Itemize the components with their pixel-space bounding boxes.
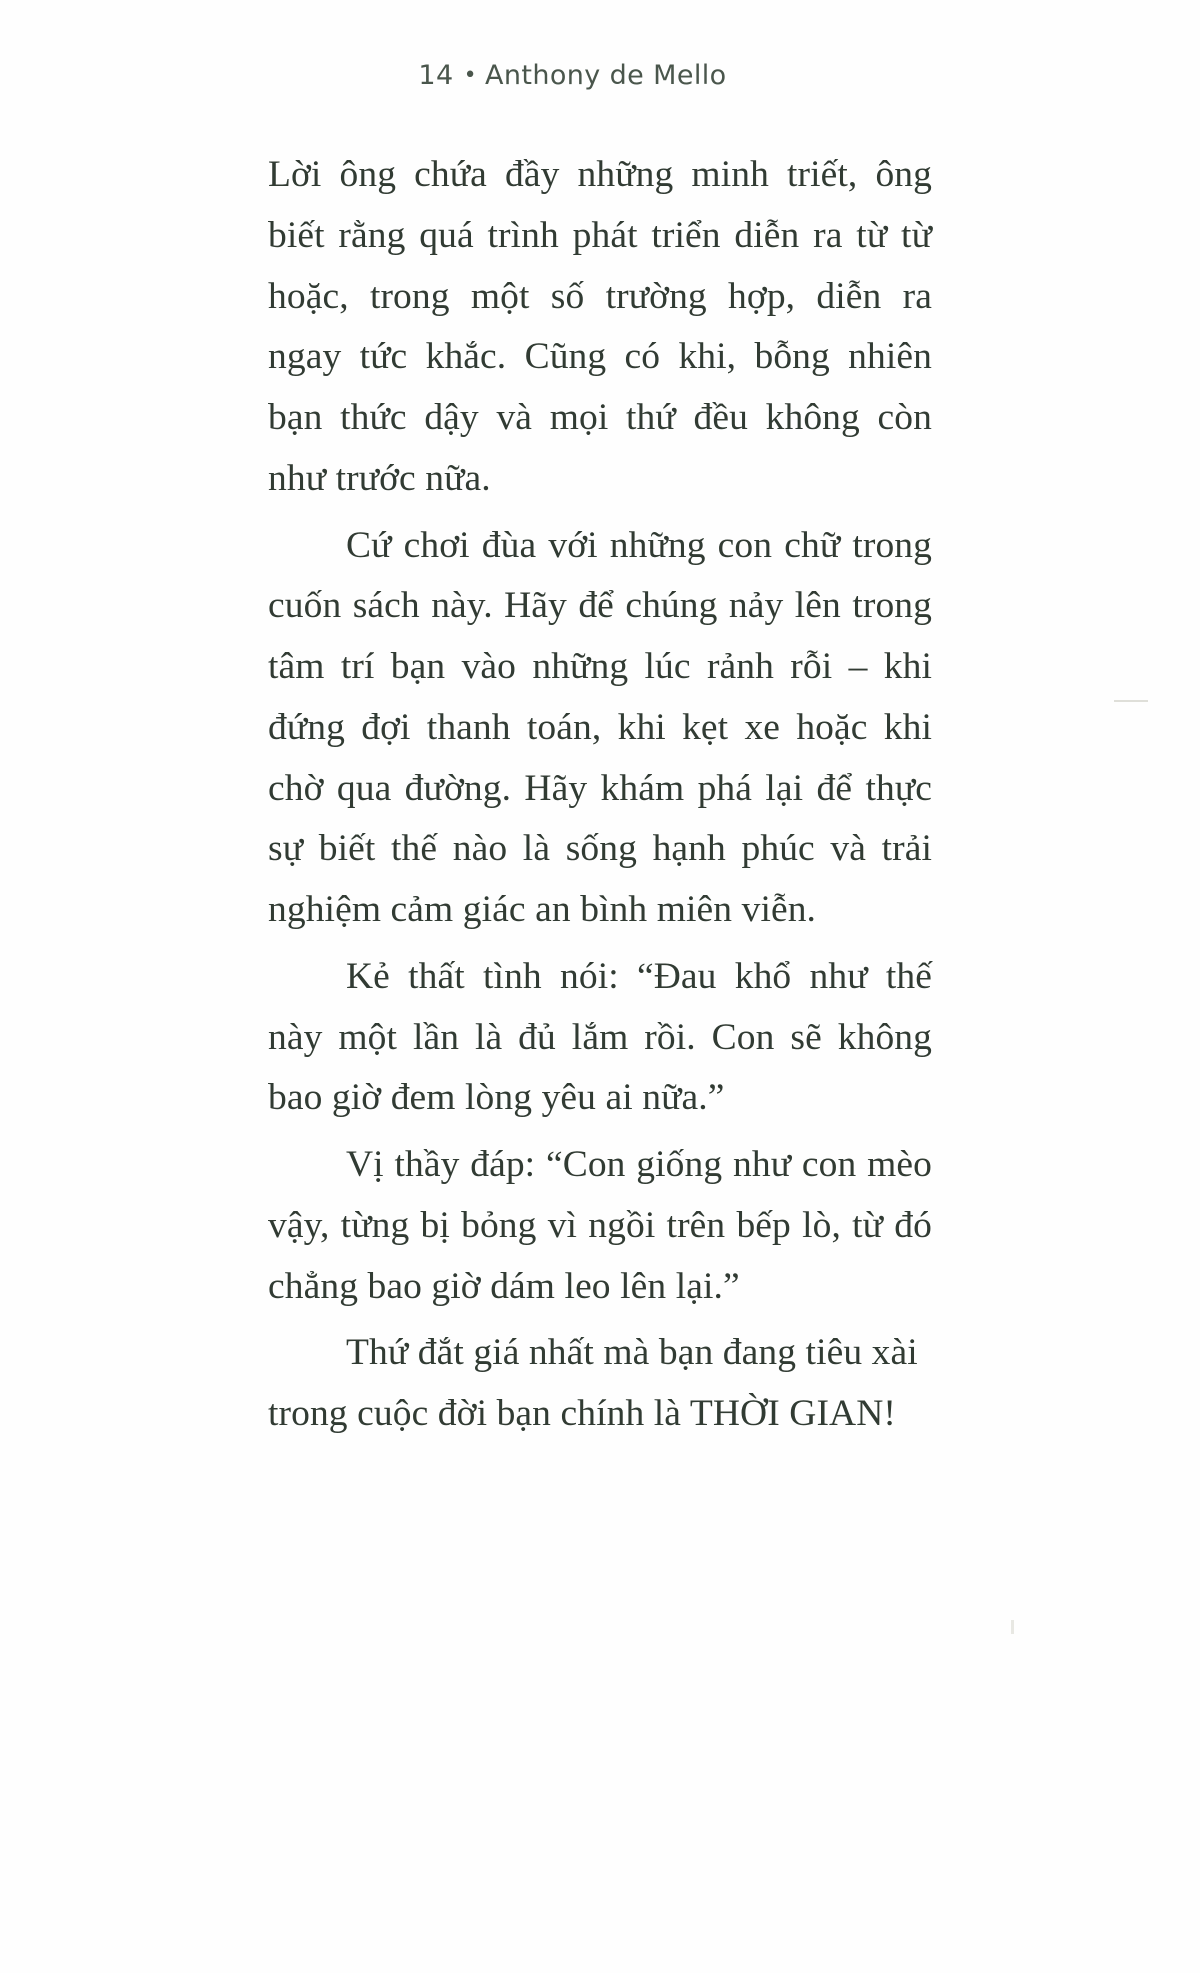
paragraph-5: Thứ đắt giá nhất mà bạn đang tiêu xài trong cuộc đời bạn chính là THỜI GIAN!	[268, 1332, 918, 1434]
paragraph-2: Cứ chơi đùa với những con chữ trong cuốn sách này. Hãy để chúng nảy lên trong tâm trí bạn vào những lúc rảnh rỗi – khi đứng đợi thanh toán, khi kẹt xe hoặc khi chờ qua đường. Hãy khám phá lại để thực sự biết thế nào là sống hạnh phúc và trải nghiệm cảm giác an bình miên viễn.	[268, 524, 932, 930]
body-text	[100, 145, 1100, 1445]
paragraph-4: Vị thầy đáp: “Con giống như con mèo vậy, từng bị bỏng vì ngồi trên bếp lò, từ đó chẳng bao giờ dám leo lên lại.”	[268, 1144, 932, 1307]
scan-artifact-mark	[1114, 700, 1148, 702]
author-name: Anthony de Mello	[484, 60, 727, 91]
paragraph-1: Lời ông chứa đầy những minh triết, ông biết rằng quá trình phát triển diễn ra từ từ hoặc, trong một số trường hợp, diễn ra ngay tức khắc. Cũng có khi, bỗng nhiên bạn thức dậy và mọi thứ đều không còn như trước nữa.	[268, 154, 932, 499]
paragraph-3: Kẻ thất tình nói: “Đau khổ như thế này một lần là đủ lắm rồi. Con sẽ không bao giờ đem lòng yêu ai nữa.”	[268, 955, 932, 1119]
scan-artifact-mark-secondary	[1011, 1620, 1014, 1634]
page-number: 14	[418, 60, 454, 91]
running-head	[0, 46, 1200, 91]
running-head-separator: •	[463, 63, 477, 88]
